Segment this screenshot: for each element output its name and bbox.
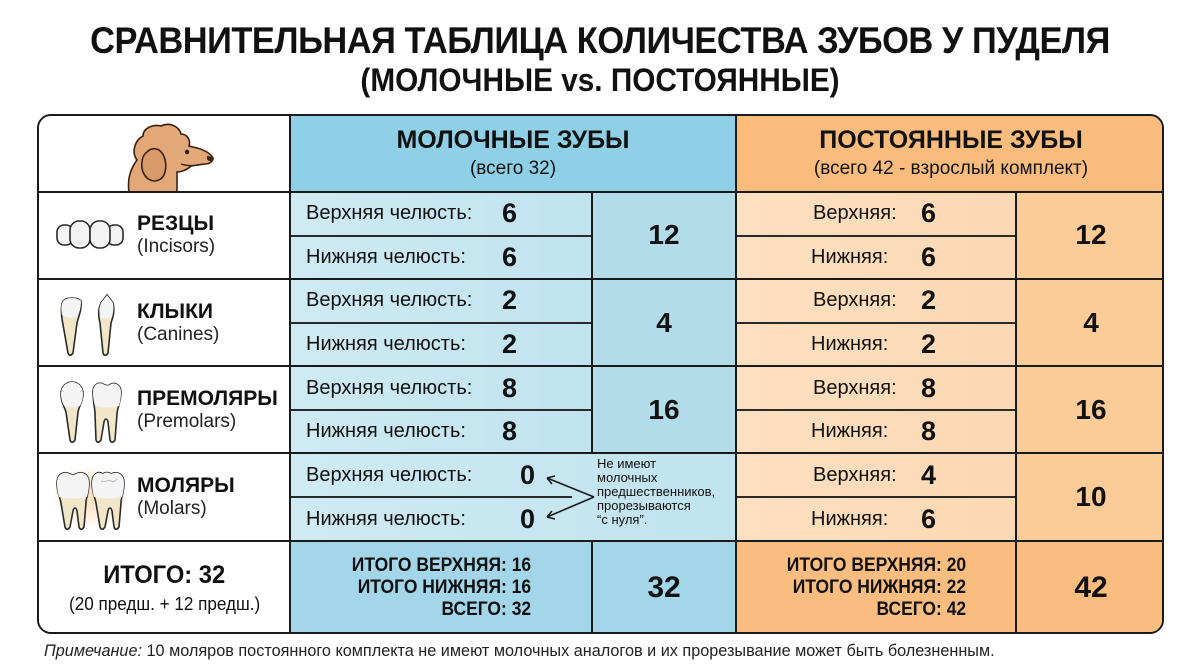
grid-line [290, 235, 592, 237]
dairy-canines-upper [290, 279, 592, 322]
permanent-canines-total: 4 [1016, 279, 1164, 366]
dairy-premolars-total: 16 [592, 366, 736, 453]
grid-line [39, 365, 1164, 367]
jaw-label: Верхняя челюсть: [306, 376, 473, 399]
dairy-incisors-lower [290, 235, 592, 279]
grid-line [736, 496, 1016, 498]
note-line: молочных [597, 470, 658, 485]
jaw-label: Верхняя: [813, 289, 897, 311]
grid-line [290, 409, 592, 411]
permanent-total-all: ВСЕГО: 42 [876, 598, 966, 620]
grid-line [39, 191, 1164, 193]
footnote [44, 641, 995, 661]
note-line: предшественников, [597, 484, 716, 499]
dairy-header-subtitle: (всего 32) [469, 158, 557, 179]
jaw-label: Верхняя челюсть: [306, 289, 473, 311]
permanent-incisors-lower [736, 235, 1016, 279]
totals-label: ИТОГО: 32 [103, 560, 226, 589]
jaw-label: Верхняя: [813, 201, 897, 224]
dairy-incisors-upper [290, 191, 592, 235]
jaw-label: Нижняя челюсть: [306, 332, 466, 355]
permanent-total-lower: ИТОГО НИЖНЯЯ: 22 [792, 576, 966, 598]
jaw-value: 2 [502, 285, 518, 315]
premolars-icon [53, 380, 127, 440]
totals-sub: (20 предш. + 12 предш.) [68, 593, 261, 614]
jaw-value: 2 [921, 328, 937, 359]
dairy-header-title: МОЛОЧНЫЕ ЗУБЫ [396, 126, 630, 154]
molars-note [597, 457, 735, 527]
header-corner [39, 116, 290, 191]
permanent-canines-lower [736, 322, 1016, 366]
jaw-label: Нижняя челюсть: [306, 507, 466, 530]
permanent-header-subtitle: (всего 42 - взрослый комплект) [813, 158, 1089, 179]
grid-line [736, 235, 1016, 237]
jaw-label: Нижняя челюсть: [306, 245, 466, 268]
note-line: “с нуля”. [597, 512, 648, 527]
permanent-total-upper: ИТОГО ВЕРХНЯЯ: 20 [786, 554, 966, 576]
dairy-total-lower: ИТОГО НИЖНЯЯ: 16 [357, 576, 531, 598]
permanent-molars-lower [736, 497, 1016, 541]
jaw-label: Нижняя челюсть: [306, 420, 466, 442]
jaw-label: Верхняя: [813, 463, 897, 486]
permanent-header [736, 116, 1164, 191]
dairy-grand-total: 32 [592, 541, 736, 634]
page-subtitle: (МОЛОЧНЫЕ vs. ПОСТОЯННЫЕ) [360, 62, 840, 98]
dairy-totals-breakdown [290, 541, 592, 634]
category-molars [39, 453, 290, 541]
grid-line [289, 116, 291, 634]
page-title: СРАВНИТЕЛЬНАЯ ТАБЛИЦА КОЛИЧЕСТВА ЗУБОВ У ПУДЕЛЯ [90, 20, 1110, 61]
incisors-icon [53, 205, 127, 265]
permanent-premolars-total: 16 [1016, 366, 1164, 453]
category-latin: (Molars) [137, 498, 207, 519]
category-incisors [39, 191, 290, 279]
jaw-value: 6 [502, 241, 518, 272]
grid-line [735, 116, 737, 634]
category-latin: (Canines) [137, 323, 220, 345]
category-premolars [39, 366, 290, 453]
jaw-label: Нижняя: [811, 332, 889, 355]
molars-divider [290, 496, 572, 498]
jaw-value: 0 [520, 459, 536, 490]
footnote-text: 10 моляров постоянного комплекта не имеют молочных аналогов и их прорезывание может быть болезненным. [142, 641, 995, 660]
permanent-canines-upper [736, 279, 1016, 322]
jaw-label: Нижняя: [811, 507, 889, 530]
permanent-header-title: ПОСТОЯННЫЕ ЗУБЫ [819, 126, 1083, 154]
permanent-premolars-upper [736, 366, 1016, 410]
permanent-molars-total: 10 [1016, 453, 1164, 541]
dairy-premolars-lower [290, 410, 592, 453]
grid-line [1015, 191, 1017, 634]
grid-line [736, 409, 1016, 411]
jaw-value: 6 [921, 197, 937, 228]
jaw-value: 8 [502, 372, 518, 403]
dairy-canines-lower [290, 322, 592, 366]
dairy-incisors-total: 12 [592, 191, 736, 279]
jaw-value: 4 [921, 459, 937, 490]
category-latin: (Premolars) [137, 410, 237, 432]
jaw-value: 6 [921, 241, 937, 272]
jaw-value: 8 [502, 416, 518, 446]
grid-line [39, 452, 1164, 454]
grid-line [39, 278, 1164, 280]
jaw-value: 0 [520, 503, 536, 534]
poodle-head-icon [121, 122, 221, 192]
grid-line [290, 322, 592, 324]
dairy-premolars-upper [290, 366, 592, 410]
canines-icon [53, 293, 127, 353]
category-name: ПРЕМОЛЯРЫ [137, 386, 278, 410]
jaw-value: 8 [921, 416, 937, 446]
permanent-premolars-lower [736, 410, 1016, 453]
jaw-label: Верхняя челюсть: [306, 201, 473, 224]
category-canines [39, 279, 290, 366]
grid-line [39, 540, 1164, 542]
grid-line [591, 541, 593, 634]
permanent-incisors-total: 12 [1016, 191, 1164, 279]
dairy-canines-total: 4 [592, 279, 736, 366]
teeth-comparison-table [37, 114, 1164, 634]
jaw-label: Нижняя: [811, 245, 889, 268]
category-name: РЕЗЦЫ [137, 212, 215, 235]
category-name: МОЛЯРЫ [137, 474, 235, 497]
grid-line [591, 191, 593, 453]
permanent-totals-breakdown [736, 541, 1016, 634]
jaw-value: 2 [502, 328, 518, 359]
jaw-value: 6 [502, 197, 518, 228]
dairy-total-upper: ИТОГО ВЕРХНЯЯ: 16 [351, 554, 531, 576]
grid-line [736, 322, 1016, 324]
jaw-label: Верхняя челюсть: [306, 463, 473, 486]
jaw-label: Нижняя: [811, 420, 889, 442]
dairy-molars-lower [290, 497, 540, 541]
jaw-label: Верхняя: [813, 376, 897, 399]
footnote-label: Примечание: [44, 641, 143, 660]
permanent-grand-total: 42 [1016, 541, 1164, 634]
jaw-value: 2 [921, 285, 937, 315]
dairy-header [290, 116, 736, 191]
category-name: КЛЫКИ [137, 299, 214, 323]
note-line: прорезываются [597, 498, 691, 513]
note-line: Не имеют [597, 456, 657, 471]
category-latin: (Incisors) [137, 236, 216, 257]
jaw-value: 6 [921, 503, 937, 534]
permanent-incisors-upper [736, 191, 1016, 235]
dairy-total-all: ВСЕГО: 32 [441, 598, 531, 620]
permanent-molars-upper [736, 453, 1016, 497]
molars-icon [53, 467, 127, 527]
jaw-value: 8 [921, 372, 937, 403]
totals-label-cell [39, 541, 290, 634]
dairy-molars-upper [290, 453, 540, 497]
